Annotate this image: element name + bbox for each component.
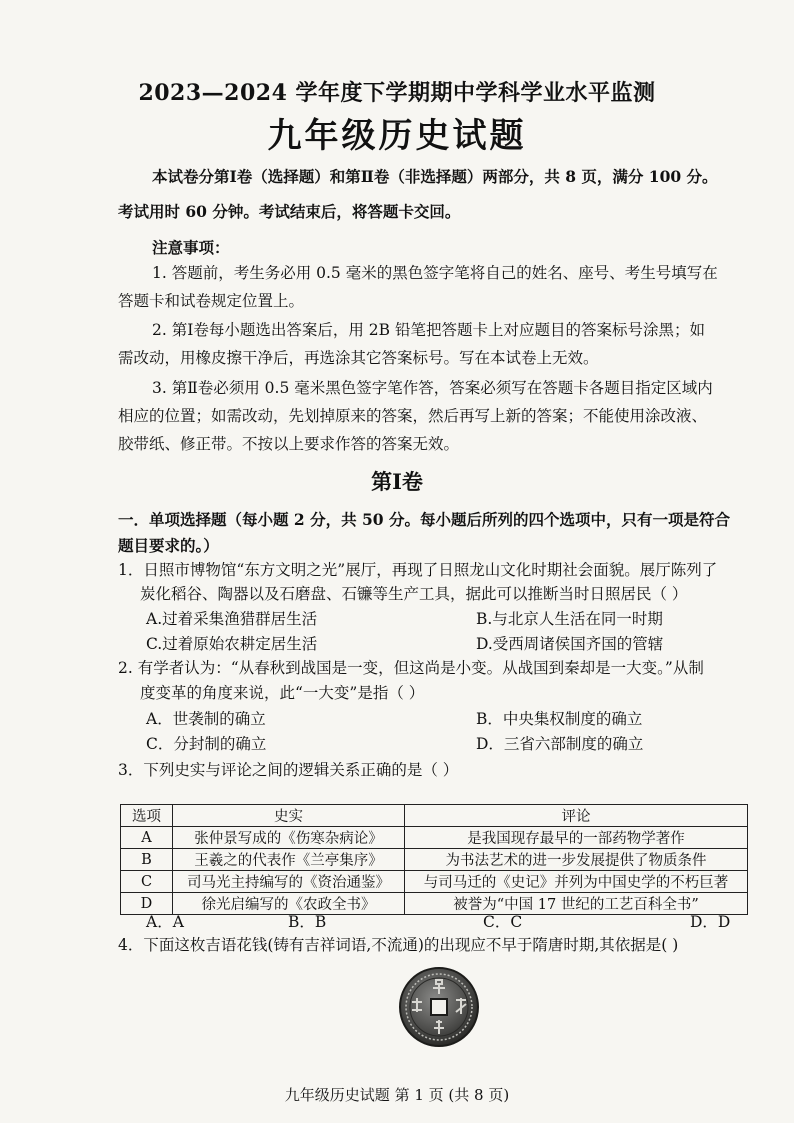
table-header-option: 选项 <box>121 805 173 827</box>
table-cell: 被誉为“中国 17 世纪的工艺百科全书” <box>405 893 748 915</box>
table-cell: D <box>121 893 173 915</box>
note-3-line-c: 胶带纸、修正带。不按以上要求作答的答案无效。 <box>118 435 460 453</box>
q1-option-c: C.过着原始农耕定居生活 <box>146 635 318 653</box>
exam-title: 九年级历史试题 <box>267 116 527 156</box>
table-cell: 为书法艺术的进一步发展提供了物质条件 <box>405 849 748 871</box>
page-footer: 九年级历史试题 第 1 页 (共 8 页) <box>284 1086 510 1104</box>
q1-option-b: B.与北京人生活在同一时期 <box>476 610 663 628</box>
note-2-line-a: 2. 第Ⅰ卷每小题选出答案后，用 2B 铅笔把答题卡上对应题目的答案标号涂黑；如 <box>152 321 705 339</box>
table-cell: 徐光启编写的《农政全书》 <box>173 893 405 915</box>
intro-line-1: 本试卷分第Ⅰ卷（选择题）和第Ⅱ卷（非选择题）两部分，共 8 页，满分 100 分。 <box>152 167 718 186</box>
q2-option-b: B．中央集权制度的确立 <box>476 710 643 728</box>
section-instruction-a: 一．单项选择题（每小题 2 分，共 50 分。每小题后所列的四个选项中，只有一项是符合 <box>118 510 730 529</box>
q2-option-a: A．世袭制的确立 <box>146 710 266 728</box>
table-cell: 王羲之的代表作《兰亭集序》 <box>173 849 405 871</box>
table-cell: 是我国现存最早的一部药物学著作 <box>405 827 748 849</box>
table-cell: 与司马迁的《史记》并列为中国史学的不朽巨著 <box>405 871 748 893</box>
q1-stem-b: 炭化稻谷、陶器以及石磨盘、石镰等生产工具，据此可以推断当时日照居民（ ） <box>140 585 688 603</box>
table-row <box>121 893 748 915</box>
intro-line-2: 考试用时 60 分钟。考试结束后，将答题卡交回。 <box>118 202 461 221</box>
coin-image <box>398 966 480 1048</box>
q3-option-d: D．D <box>690 913 731 931</box>
table-header-fact: 史实 <box>173 805 405 827</box>
table-cell: A <box>121 827 173 849</box>
table-cell: C <box>121 871 173 893</box>
table-cell: 张仲景写成的《伤寒杂病论》 <box>173 827 405 849</box>
table-row <box>121 849 748 871</box>
table-header-comment: 评论 <box>405 805 748 827</box>
table-cell: B <box>121 849 173 871</box>
section-instruction-b: 题目要求的。） <box>118 536 219 555</box>
notes-heading: 注意事项： <box>152 238 230 257</box>
q1-stem-a: 1．日照市博物馆“东方文明之光”展厅，再现了日照龙山文化时期社会面貌。展厅陈列了 <box>118 561 718 579</box>
table-cell: 司马光主持编写的《资治通鉴》 <box>173 871 405 893</box>
note-1-line-a: 1. 答题前，考生务必用 0.5 毫米的黑色签字笔将自己的姓名、座号、考生号填写在 <box>152 264 718 282</box>
note-1-line-b: 答题卡和试卷规定位置上。 <box>118 292 305 310</box>
q1-option-a: A.过着采集渔猎群居生活 <box>146 610 318 628</box>
note-2-line-b: 需改动，用橡皮擦干净后，再选涂其它答案标号。写在本试卷上无效。 <box>118 349 599 367</box>
table-header-row <box>121 805 748 827</box>
q1-option-d: D.受西周诸侯国齐国的管辖 <box>476 635 664 653</box>
exam-supertitle: 2023—2024 学年度下学期期中学科学业水平监测 <box>138 80 656 106</box>
q2-stem-a: 2. 有学者认为：“从春秋到战国是一变，但这尚是小变。从战国到秦却是一大变。”从制 <box>118 659 704 677</box>
q3-stem: 3．下列史实与评论之间的逻辑关系正确的是（ ） <box>118 761 459 779</box>
table-row <box>121 827 748 849</box>
note-3-line-a: 3. 第Ⅱ卷必须用 0.5 毫米黑色签字笔作答，答案必须写在答题卡各题目指定区域内 <box>152 379 713 397</box>
q3-option-a: A．A <box>146 913 184 931</box>
q3-option-b: B．B <box>288 913 327 931</box>
table-row <box>121 871 748 893</box>
note-3-line-b: 相应的位置；如需改动，先划掉原来的答案，然后再写上新的答案；不能使用涂改液、 <box>118 407 708 425</box>
q2-option-c: C．分封制的确立 <box>146 735 267 753</box>
section-title: 第Ⅰ卷 <box>371 469 423 494</box>
q3-history-table <box>120 804 748 915</box>
q2-stem-b: 度变革的角度来说，此“一大变”是指（ ） <box>140 684 425 702</box>
q3-option-c: C．C <box>483 913 523 931</box>
q2-option-d: D．三省六部制度的确立 <box>476 735 644 753</box>
q4-stem: 4．下面这枚吉语花钱(铸有吉祥词语,不流通)的出现应不早于隋唐时期,其依据是( ) <box>118 936 679 954</box>
